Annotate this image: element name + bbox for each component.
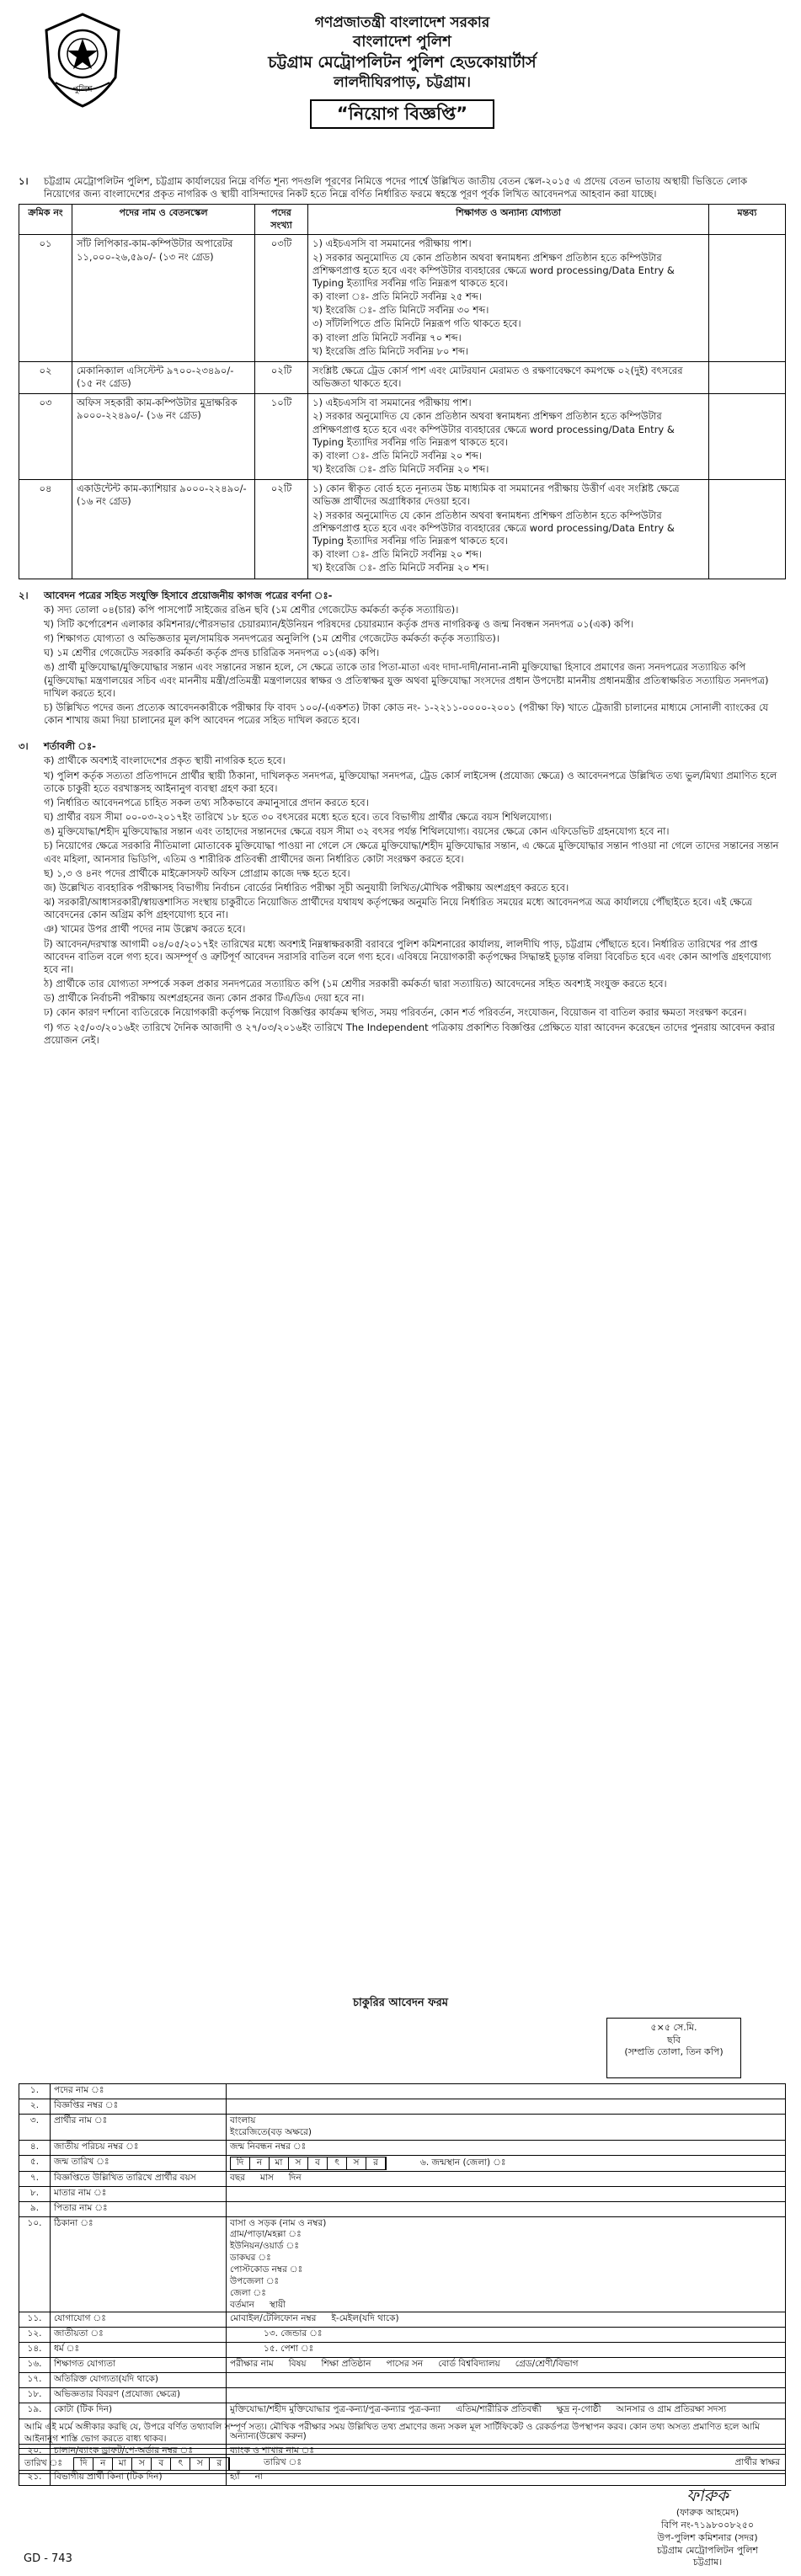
form-col-header: দিন — [288, 2172, 302, 2183]
form-row-num: ১৬. — [19, 2358, 51, 2373]
dob-boxes[interactable] — [230, 2157, 387, 2170]
declaration: আমি এই মর্মে অঙ্গীকার করছি যে, উপরে বর্ণিত তথ্যাবলি সম্পূর্ণ সত্য। মৌখিক পরীক্ষার সময় উল্লিখিত তথ্য প্রমাণের জন্য সকল মূল সার্টিফিকেট ও রেকর্ডপত্র উপস্থাপন করব। কোন তথ্য অসত্য প্রমাণিত হলে আমি আইনানুগ শাস্তি ভোগ করতে বাধ্য থাকব। — [19, 2419, 786, 2449]
date-box[interactable]: র — [210, 2458, 229, 2470]
form-col-header: মাস — [259, 2172, 274, 2183]
form-title: চাকুরির আবেদন ফরম — [352, 1997, 449, 2009]
job-count: ০৩টি — [255, 235, 308, 362]
form-col-header: পাসের সন — [386, 2359, 424, 2370]
job-row — [19, 394, 786, 480]
job-quals — [308, 361, 709, 393]
qual-list — [312, 397, 704, 476]
condition-item: খ) সিটি কর্পোরেশন এলাকার কমিশনার/পৌরসভার চেয়ারম্যান/ইউনিয়ন পরিষদের চেয়ারম্যান কর্তৃক প্রদত্ত নাগরিকত্ব ও জন্ম নিবন্ধন সনদপত্র ০১(এক) কপি। — [44, 617, 634, 630]
form-row-label: বিভাগীয় প্রার্থী কিনা (টিক দিন) — [51, 2470, 227, 2485]
form-col-headers — [230, 2313, 782, 2325]
job-post: সাঁট লিপিকার-কাম-কম্পিউটার অপারেটর ১১,০০০-২৬,৫৯০/- (১৩ নং গ্রেড) — [72, 235, 255, 362]
date-label: তারিখ ঃ — [24, 2458, 62, 2468]
police-emblem-icon — [40, 12, 125, 109]
form-row-label: বিজ্ঞপ্তিতে উল্লিখিত তারিখে প্রার্থীর বয়স — [51, 2171, 227, 2186]
form-row-value[interactable] — [227, 2216, 786, 2312]
form-row-label: চালান/ব্যাংক ড্রাফট/পে-অর্ডার নম্বর ঃ — [51, 2445, 227, 2471]
form-row-value[interactable] — [227, 2312, 786, 2328]
condition-item: ক) প্রার্থীকে অবশ্যই বাংলাদেশের প্রকৃত স্থায়ী নাগরিক হতে হবে। — [44, 755, 286, 767]
notice-title: “নিয়োগ বিজ্ঞপ্তি” — [310, 99, 494, 130]
form-row — [19, 2373, 786, 2388]
form-row-num: ৪. — [19, 2140, 51, 2155]
form-col-header: ক্ষুদ্র নৃ-গোষ্ঠী — [556, 2404, 601, 2415]
form-row-value[interactable] — [227, 2358, 786, 2373]
condition-item: ছ) ১,৩ ও ৪নং পদের প্রার্থীকে মাইক্রোসফট অফিস প্রোগ্রাম কাজে দক্ষ হতে হবে। — [44, 867, 350, 879]
form-row — [19, 2084, 786, 2099]
condition-item: খ) পুলিশ কর্তৃক সত্যতা প্রতিপাদনে প্রার্থীর স্থায়ী ঠিকানা, দাখিলকৃত সনদপত্র, মুক্তিযোদ্ধা সনদপত্র, ট্রেড কোর্স লাইসেন্স (প্রযোজ্য ক্ষেত্রে) ও আবেদনপত্রে উল্লিখিত তথ্য ভুল/মিথ্যা প্রমাণিত হলে তাকে চাকুরী হতে বরখাস্তসহ আইনানুগ ব্যবস্থা গ্রহণ করা হবে। — [44, 769, 777, 794]
form-row-label: জাতীয়তা ঃ — [51, 2328, 227, 2343]
job-count: ০২টি — [255, 480, 308, 579]
form-row-value[interactable] — [227, 2155, 786, 2171]
qual-list — [312, 237, 704, 358]
dob-box[interactable]: দি — [231, 2157, 250, 2169]
condition-item: ঝ) সরকারী/আধাসরকারী/স্বায়ত্তশাসিত সংস্থায় চাকুরীতে নিয়োজিত প্রার্থীদের যথাযথ কর্তৃপক্ষের অনুমতি নিয়ে নির্ধারিত সময়ের মধ্যে আবেদনপত্র অত্র কার্যালয়ে পৌঁছাইতে হবে। এই ক্ষেত্রে আবেদনের কোন অগ্রিম কপি গ্রহণযোগ্য হবে না। — [44, 896, 753, 921]
condition-item: গ) নির্ধারিত আবেদনপত্রে চাহিত সকল তথ্য সঠিকভাবে ক্রমানুসারে প্রদান করতে হবে। — [44, 796, 369, 808]
qual-item: ক) বাংলা ঃ- প্রতি মিনিটে সর্বনিম্ন ২০ শব্দ। — [312, 548, 482, 561]
form-row-num: ২১. — [19, 2470, 51, 2485]
form-row-label: মাতার নাম ঃ — [51, 2186, 227, 2201]
condition-item: ঙ) প্রার্থী মুক্তিযোদ্ধা/মুক্তিযোদ্ধার সন্তান এবং সন্তানের সন্তান হলে, সে ক্ষেত্রে তাকে তার পিতা-মাতা এবং দাদা-দাদী/নানা-নানী মুক্তিযোদ্ধা হিসাবে প্রমাণের জন্য সনদপত্রের সত্যায়িত কপি (মুক্তিযোদ্ধা মন্ত্রণালয়ের সচিব এবং মাননীয় মন্ত্রী/প্রতিমন্ত্রী মন্ত্রণালয়ের স্বাক্ষর ও প্রতিস্বাক্ষর যুক্ত অথবা মুক্তিযোদ্ধা সংসদের প্রধান উপদেষ্টা মাননীয় প্রধানমন্ত্রীর প্রতিস্বাক্ষরিত সত্যায়িত সনদপত্র) দাখিল করতে হবে। — [44, 661, 769, 699]
dob-box[interactable]: ৎ — [328, 2157, 347, 2169]
form-sub-label: ইউনিয়ন/ওয়ার্ড ঃ — [230, 2241, 299, 2252]
form-row-num: ৩. — [19, 2115, 51, 2141]
form-row-label: পদের নাম ঃ — [51, 2084, 227, 2099]
form-row-value[interactable] — [227, 2140, 786, 2155]
form-row-label: অতিরিক্ত যোগ্যতা(যদি থাকে) — [51, 2373, 227, 2388]
date-box[interactable]: স — [132, 2458, 152, 2470]
signer-city: চট্টগ্রাম। — [692, 2557, 723, 2568]
form-row-label: প্রার্থীর নাম ঃ — [51, 2115, 227, 2141]
dob-box[interactable]: মা — [270, 2157, 289, 2169]
form-extra-label: ১৫. পেশা ঃ — [264, 2344, 314, 2355]
section2-heading: আবেদন পত্রের সহিত সংযুক্তি হিসাবে প্রয়োজনীয় কাগজ পত্রের বর্ণনা ঃ- — [44, 589, 333, 601]
form-extra-label: ১৩. জেন্ডার ঃ — [264, 2328, 323, 2339]
form-row-value[interactable] — [227, 2343, 786, 2358]
form-row-num: ১. — [19, 2084, 51, 2099]
photo-size: ৫×৫ সে.মি. — [650, 2022, 697, 2033]
dob-box[interactable]: ন — [250, 2157, 270, 2169]
form-col-header: না — [254, 2471, 263, 2482]
job-quals — [308, 235, 709, 362]
date-box[interactable]: ব — [152, 2458, 171, 2470]
form-row — [19, 2155, 786, 2171]
form-row-value[interactable] — [227, 2373, 786, 2388]
qual-list — [312, 483, 704, 574]
form-row-num: ১৯. — [19, 2403, 51, 2445]
job-post: অফিস সহকারী কাম-কম্পিউটার মুদ্রাক্ষরিক ৯০০০-২২৪৯০/- (১৬ নং গ্রেড) — [72, 394, 255, 480]
jobs-header-row — [19, 205, 786, 235]
form-row-num: ৫. — [19, 2155, 51, 2171]
form-col-header: আনসার ও গ্রাম প্রতিরক্ষা সদস্য — [616, 2404, 727, 2415]
form-row-num: ২০. — [19, 2445, 51, 2471]
form-col-header: অন্যান্য(উল্লেখ করুন) — [230, 2431, 307, 2442]
form-row-value[interactable] — [227, 2201, 786, 2216]
condition-item: ঠ) প্রার্থীকে তার যোগ্যতা সম্পর্কে সকল প্রকার সনদপত্রের সত্যায়িত কপি (১ম শ্রেণীর সরকারী কর্মকর্তা দ্বারা সত্যায়িত) আবেদনের সহিত অবশ্যই সংযুক্ত করতে হবে। — [44, 978, 667, 990]
form-col-header: বর্তমান — [230, 2299, 254, 2310]
form-col-headers — [230, 2300, 782, 2312]
form-row-num: ৭. — [19, 2171, 51, 2186]
form-sub-label: গ্রাম/পাড়া/মহল্লা ঃ — [230, 2229, 302, 2240]
office-title: চট্টগ্রাম মেট্রোপলিটন পুলিশ হেডকোয়ার্টার্স — [268, 53, 537, 72]
job-remark — [709, 235, 786, 362]
dob-box[interactable]: ব — [308, 2157, 328, 2169]
qual-item: ক) বাংলা প্রতি মিনিটে সর্বনিম্ন ৭০ শব্দ। — [312, 331, 462, 344]
form-sub-label: বাসা ও সড়ক (নাম ও নম্বর) — [230, 2217, 327, 2228]
date-box[interactable]: স — [190, 2458, 210, 2470]
form-row-label: জন্ম তারিখ ঃ — [51, 2155, 227, 2171]
job-post: মেকানিক্যাল এসিস্টেন্ট ৯৭০০-২৩৪৯০/- (১৫ নং গ্রেড) — [72, 361, 255, 393]
col-header-remark: মন্তব্য — [709, 205, 786, 235]
form-row-label: অভিজ্ঞতার বিবরণ (প্রযোজ্য ক্ষেত্রে) — [51, 2388, 227, 2403]
qual-item: খ) ইংরেজি ঃ- প্রতি মিনিটে সর্বনিম্ন ২০ শব্দ। — [312, 463, 489, 476]
jobs-table — [19, 204, 786, 579]
section3-items — [44, 755, 786, 1047]
col-header-sl: ক্রমিক নং — [19, 205, 72, 235]
form-row-label: বিজ্ঞপ্তির নম্বর ঃ — [51, 2099, 227, 2115]
condition-item: ঙ) মুক্তিযোদ্ধা/শহীদ মুক্তিযোদ্ধার সন্তান এবং তাহাদের সন্তানদের ক্ষেত্রে বয়স সীমা ৩২ বৎসর পর্যন্ত শিথিলযোগ্য। বয়সের ক্ষেত্রে কোন এফিডেভিট গ্রহনযোগ্য হবে না। — [44, 825, 670, 838]
form-row-num: ৯. — [19, 2201, 51, 2216]
photo-box — [606, 2018, 741, 2078]
condition-item: ঘ) প্রার্থীর বয়স সীমা ০০-০৩-২০১৭ইং তারিখে ১৮ হতে ৩০ বৎসরের মধ্যে হতে হবে। তবে বিভাগীয় প্রার্থীর ক্ষেত্রে বয়স শিথিলযোগ্য। — [44, 811, 552, 824]
form-row-label: ঠিকানা ঃ — [51, 2216, 227, 2312]
form-row — [19, 2171, 786, 2186]
form-row-label: ধর্ম ঃ — [51, 2343, 227, 2358]
form-row-value[interactable] — [227, 2171, 786, 2186]
form-col-header: শিক্ষা প্রতিষ্ঠান — [321, 2359, 371, 2370]
condition-item: ড) প্রার্থীকে নির্বাচনী পরীক্ষায় অংশগ্রহনের জন্য কোন প্রকার টিএ/ডিএ দেয়া হবে না। — [44, 992, 365, 1005]
form-row-num: ১০. — [19, 2216, 51, 2312]
form-col-header: বিষয় — [288, 2359, 307, 2370]
qual-item: ২) সরকার অনুমোদিত যে কোন প্রতিষ্ঠান অথবা স্বনামধন্য প্রশিক্ষণ প্রতিষ্ঠান হতে কম্পিউটার প্রশিক্ষণপ্রাপ্ত হতে হবে এবং কম্পিউটার ব্যবহারের ক্ষেত্রে word processing/Data Entry & Typing ইত্যাদির সর্বনিম্ন গতি নিম্নরূপ থাকতে হবে। — [312, 251, 675, 289]
notice-header — [19, 0, 786, 167]
signer-designation: উপ-পুলিশ কমিশনার (সদর) — [657, 2531, 758, 2543]
job-row — [19, 361, 786, 393]
dob-box[interactable]: র — [366, 2157, 386, 2169]
gov-title: গণপ্রজাতন্ত্রী বাংলাদেশ সরকার — [314, 14, 490, 31]
section-attachments — [19, 589, 786, 729]
section-conditions — [19, 740, 786, 1048]
emblem-text: পুলিশ — [72, 85, 93, 94]
job-sl: ০৪ — [19, 480, 72, 579]
job-row — [19, 480, 786, 579]
date-box[interactable]: মা — [113, 2458, 132, 2470]
form-row-label: যোগাযোগ ঃ — [51, 2312, 227, 2328]
form-col-headers — [230, 2173, 782, 2184]
form-sub-label: জেলা ঃ — [230, 2287, 266, 2298]
form-row-value[interactable] — [227, 2186, 786, 2201]
form-extra-label: তারিখ ঃ — [264, 2457, 302, 2468]
form-row — [19, 2201, 786, 2216]
job-remark — [709, 361, 786, 393]
qual-item: খ) ইংরেজি ঃ- প্রতি মিনিটে সর্বনিম্ন ৩০ শব্দ। — [312, 304, 489, 317]
job-sl: ০৩ — [19, 394, 72, 480]
form-row — [19, 2358, 786, 2373]
intro-num: ১। — [19, 175, 29, 187]
dob-box[interactable]: স — [347, 2157, 366, 2169]
job-remark — [709, 480, 786, 579]
form-sub-label: বাংলায় — [230, 2115, 256, 2125]
signer-name: (ফারুক আহমেদ) — [676, 2507, 740, 2518]
signer-bp: বিপি নং-৭১৯৮০০৮২৫০ — [660, 2519, 755, 2531]
intro-text: চট্টগ্রাম মেট্রোপলিটন পুলিশ, চট্টগ্রাম কার্যালয়ের নিম্নে বর্ণিত শূন্য পদগুলি পূরণের নিমিত্তে পদের পার্শ্বে উল্লিখিত জাতীয় বেতন স্কেল-২০১৫ এ প্রদেয় বেতন ভাতায় অস্থায়ী ভিত্তিতে লোক নিয়োগের জন্য বাংলাদেশের প্রকৃত নাগরিক ও স্থায়ী বাসিন্দাদের নিকট হতে নিম্নে বর্ণিত নির্ধারিত ফরমে স্বহস্তে পূরণ পূর্বক লিখিত আবেদনপত্র আহবান করা যাচ্ছে। — [44, 175, 748, 200]
form-col-header: বোর্ড বিশ্ববিদ্যালয় — [438, 2359, 500, 2370]
condition-item: ণ) গত ২৫/০৩/২০১৬ইং তারিখে দৈনিক আজাদী ও ২৭/০৩/২০১৬ইং তারিখে The Independent পত্রিকায় প্রকাশিত বিজ্ঞপ্তির প্রেক্ষিতে যারা আবেদন করেছেন তাদের পুনরায় আবেদন করার প্রয়োজন নেই। — [44, 1021, 775, 1046]
jobs-body — [19, 235, 786, 579]
date-box[interactable]: ন — [93, 2458, 113, 2470]
intro-section — [19, 175, 786, 200]
form-col-headers — [230, 2359, 782, 2371]
condition-item: জ) উল্লেখিত ব্যবহারিক পরীক্ষাসহ বিভাগীয় নির্বাচন বোর্ডের নির্ধারিত পরীক্ষা সূচী অনুযায়ী লিখিত/মৌখিক পরীক্ষায় অংশগ্রহণ করতে হবে। — [44, 881, 569, 893]
condition-item: ক) সদ্য তোলা ০৪(চার) কপি পাসপোর্ট সাইজের রঙিন ছবি (১ম শ্রেণীর গেজেটেড কর্মকর্তা কর্তৃক সত্যায়িত)। — [44, 603, 459, 616]
form-col-header: গ্রেড/শ্রেণী/বিভাগ — [515, 2359, 579, 2370]
qual-item: সংশ্লিষ্ট ক্ষেত্রে ট্রেড কোর্স পাশ এবং মোটরযান মেরামত ও রক্ষণাবেক্ষণে কমপক্ষে ০২(দুই) বৎসরের অভিজ্ঞতা থাকতে হবে। — [312, 364, 683, 390]
form-row-num: ১৪. — [19, 2343, 51, 2358]
job-count: ১০টি — [255, 394, 308, 480]
form-sub-label: ডাকঘর ঃ — [230, 2253, 271, 2264]
form-row-value[interactable] — [227, 2328, 786, 2343]
form-col-header: পরীক্ষার নাম — [230, 2359, 274, 2370]
condition-item: ঘ) ১ম শ্রেণীর গেজেটেড সরকারি কর্মকর্তা কর্তৃক প্রদত্ত চারিত্রিক সনদপত্র ০১(এক) কপি। — [44, 647, 380, 659]
form-col-header: মোবাইল/টেলিফোন নম্বর — [230, 2313, 317, 2324]
signer-office: চট্টগ্রাম মেট্রোপলিটন পুলিশ — [656, 2544, 759, 2556]
condition-item: ঢ) কোন কারণ দর্শানো ব্যতিরেকে নিয়োগকারী কর্তৃপক্ষ নিয়োগ বিজ্ঞপ্তির কার্যক্রম স্থগিত, সময় পরিবর্তন, কোন শর্ত পরিবর্তন, সংযোজন, বিয়োজন বা বাতিল করার ক্ষমতা সংরক্ষণ করেন। — [44, 1006, 747, 1019]
date-box[interactable]: ৎ — [171, 2458, 190, 2470]
signature-mark: ফারুক — [686, 2485, 729, 2505]
date-row — [19, 2454, 786, 2474]
form-row-num: ১৮. — [19, 2388, 51, 2403]
form-row — [19, 2140, 786, 2155]
dept-title: বাংলাদেশ পুলিশ — [353, 33, 451, 51]
qual-item: ক) বাংলা ঃ- প্রতি মিনিটে সর্বনিম্ন ২৫ শব্দ। — [312, 291, 482, 303]
form-row — [19, 2115, 786, 2141]
form-row — [19, 2343, 786, 2358]
condition-item: চ) নিয়োগের ক্ষেত্রে সরকারি নীতিমালা মোতাবেক মুক্তিযোদ্ধা পাওয়া না গেলে সে ক্ষেত্রে মুক্তিযোদ্ধা/শহীদ মুক্তিযোদ্ধার সন্তান, এ ক্ষেত্রে মুক্তিযোদ্ধার সন্তান পাওয়া না গেলে তাদের সন্তানের সন্তান এবং মহিলা, আনসার ভিডিপি, এতিম ও শারীরিক প্রতিবন্ধী প্রার্থীদের জন্য নির্ধারিত কোটা সংরক্ষণ করতে হবে। — [44, 840, 779, 865]
section2-items — [44, 604, 786, 728]
form-row-num: ৮. — [19, 2186, 51, 2201]
form-row-label: কোটা (টিক দিন) — [51, 2403, 227, 2445]
col-header-post: পদের নাম ও বেতনস্কেল — [72, 205, 255, 235]
office-address: লালদীঘিরপাড়, চট্টগ্রাম। — [334, 74, 471, 92]
qual-item: ২) সরকার অনুমোদিত যে কোন প্রতিষ্ঠান অথবা স্বনামধন্য প্রশিক্ষণ প্রতিষ্ঠান হতে কম্পিউটার প্রশিক্ষণপ্রাপ্ত হতে হবে এবং কম্পিউটার ব্যবহারের ক্ষেত্রে word processing/Data Entry & Typing ইত্যাদির সর্বনিম্ন গতি নিম্নরূপ থাকতে হবে। — [312, 509, 675, 547]
form-row-label: পিতার নাম ঃ — [51, 2201, 227, 2216]
signature-block — [623, 2484, 792, 2569]
form-row-label: জাতীয় পরিচয় নম্বর ঃ — [51, 2140, 227, 2155]
qual-item: ১) কোন স্বীকৃত বোর্ড হতে নূন্যতম উচ্চ মাধ্যমিক বা সমমানের পরীক্ষায় উত্তীর্ণ এবং সংশ্লিষ্ট ক্ষেত্রে অভিজ্ঞ প্রার্থীদের অগ্রাধিকার দেওয়া হবে। — [312, 483, 680, 508]
condition-item: ঞ) খামের উপর প্রার্থী পদের নাম উল্লেখ করতে হবে। — [44, 923, 246, 936]
condition-item: ট) আবেদন/দরখাস্ত আগামী ০৪/০৫/২০১৭ইং তারিখের মধ্যে অবশ্যই নিম্নস্বাক্ষরকারী বরাবরে পুলিশ কমিশনারের কার্যালয়, লালদীঘি পাড়, চট্টগ্রাম পৌঁছাতে হবে। নির্ধারিত তারিখের পর প্রাপ্ত আবেদন বাতিল বলে গণ্য হবে। অসম্পূর্ণ ও ত্রুটিপূর্ণ আবেদন সরাসরি বাতিল বলে গণ্য হবে। এবিষয়ে নিয়োগকারী কর্তৃপক্ষের সিদ্ধান্তই চূড়ান্ত বলিয়া বিবেচিত হবে এবং কোন আপত্তি গ্রহণযোগ্য হবে না। — [44, 937, 772, 975]
form-row-num: ১৭. — [19, 2373, 51, 2388]
form-sub-label: পোস্টকোড নম্বর ঃ — [230, 2264, 303, 2275]
gd-code: GD - 743 — [24, 2552, 72, 2565]
form-row-num: ২. — [19, 2099, 51, 2115]
qual-list — [312, 365, 704, 390]
date-box[interactable]: দি — [74, 2458, 93, 2470]
qual-item: ১) এইচএসসি বা সমমানের পরীক্ষায় পাশ। — [312, 237, 472, 250]
condition-item: চ) উল্লিখিত পদের জন্য প্রত্যেক আবেদনকারীকে পরীক্ষার ফি বাবদ ১০০/-(একশত) টাকা কোড নং- ১-২২১১-০০০০-২০০১ (পরীক্ষা ফি) খাতে ট্রেজারী চালানের মাধ্যমে সোনালী ব্যাংকের যে কোন শাখায় জমা দিয়া চালানের মূল কপি আবেদন পত্রের সহিত দাখিল করতে হবে। — [44, 701, 769, 727]
form-sub-label: জন্ম নিবন্ধন নম্বর ঃ — [230, 2141, 307, 2152]
qual-item: খ) ইংরেজি ঃ- প্রতি মিনিটে সর্বনিম্ন ২০ শব্দ। — [312, 562, 489, 574]
job-sl: ০১ — [19, 235, 72, 362]
form-row-value[interactable] — [227, 2388, 786, 2403]
qual-item: ৩) সাঁটলিপিতে প্রতি মিনিটে নিম্নরূপ গতি থাকতে হবে। — [312, 317, 521, 330]
col-header-qual: শিক্ষাগত ও অন্যান্য যোগ্যতা — [308, 205, 709, 235]
job-quals — [308, 480, 709, 579]
col-header-count: পদের সংখ্যা — [255, 205, 308, 235]
dob-box[interactable]: স — [289, 2157, 308, 2169]
form-row-num: ১২. — [19, 2328, 51, 2343]
form-col-header: হ্যাঁ — [230, 2471, 240, 2482]
form-row — [19, 2328, 786, 2343]
form-row-label: শিক্ষাগত যোগ্যতা — [51, 2358, 227, 2373]
form-row — [19, 2388, 786, 2403]
form-col-header: স্থায়ী — [269, 2299, 286, 2310]
condition-item: গ) শিক্ষাগত যোগ্যতা ও অভিজ্ঞতার মূল/সাময়িক সনদপত্রের অনুলিপি (১ম শ্রেণীর গেজেটেড কর্মকর্তা কর্তৃক সত্যায়িত)। — [44, 632, 499, 645]
form-row-num: ১১. — [19, 2312, 51, 2328]
job-remark — [709, 394, 786, 480]
section2-num: ২। — [19, 589, 29, 601]
applicant-sign-label: প্রার্থীর স্বাক্ষর — [734, 2457, 780, 2467]
form-col-header: বছর — [230, 2172, 245, 2183]
photo-label: ছবি — [667, 2034, 681, 2045]
form-row — [19, 2312, 786, 2328]
form-col-header: এতিম/শারীরিক প্রতিবন্ধী — [456, 2404, 542, 2415]
job-sl: ০২ — [19, 361, 72, 393]
form-sub-label: উপজেলা ঃ — [230, 2275, 280, 2286]
job-post: একাউন্টেন্ট কাম-ক্যাশিয়ার ৯০০০-২২৪৯০/- (১৬ নং গ্রেড) — [72, 480, 255, 579]
date-boxes[interactable] — [73, 2457, 230, 2471]
qual-item: ২) সরকার অনুমোদিত যে কোন প্রতিষ্ঠান অথবা স্বনামধন্য প্রশিক্ষণ প্রতিষ্ঠান হতে কম্পিউটার প্রশিক্ষণপ্রাপ্ত হতে হবে এবং কম্পিউটার ব্যবহারের ক্ষেত্রে word processing/Data Entry & Typing ইত্যাদির সর্বনিম্ন গতি নিম্নরূপ থাকতে হবে। — [312, 410, 675, 448]
form-row-value[interactable] — [227, 2115, 786, 2141]
section3-body — [44, 740, 786, 1048]
job-count: ০২টি — [255, 361, 308, 393]
form-row — [19, 2186, 786, 2201]
job-row — [19, 235, 786, 362]
form-col-header: ই-মেইল(যদি থাকে) — [331, 2313, 399, 2324]
qual-item: ১) এইচএসসি বা সমমানের পরীক্ষায় পাশ। — [312, 397, 472, 409]
photo-note: (সম্প্রতি তোলা, তিন কপি) — [624, 2046, 724, 2058]
qual-item: ক) বাংলা ঃ- প্রতি মিনিটে সর্বনিম্ন ২০ শব্দ। — [312, 449, 482, 461]
form-extra-label: ৬. জন্মস্থান (জেলা) ঃ — [420, 2157, 506, 2168]
section2-body — [44, 589, 786, 729]
qual-item: খ) ইংরেজি প্রতি মিনিটে সর্বনিম্ন ৮০ শব্দ। — [312, 344, 469, 357]
form-row-value[interactable] — [227, 2099, 786, 2115]
form-sub-label: ব্যাংক ও শাখার নাম ঃ — [230, 2445, 314, 2456]
section3-heading: শর্তাবলী ঃ- — [44, 740, 96, 753]
job-quals — [308, 394, 709, 480]
section3-num: ৩। — [19, 740, 29, 753]
form-row-value[interactable] — [227, 2084, 786, 2099]
form-row — [19, 2216, 786, 2312]
form-col-header: মুক্তিযোদ্ধা/শহীদ মুক্তিযোদ্ধার পুত্র-কন্যা/পুত্র-কন্যার পুত্র-কন্যা — [230, 2404, 441, 2415]
form-sub-label: ইংরেজিতে(বড় অক্ষরে) — [230, 2126, 312, 2137]
form-row — [19, 2099, 786, 2115]
